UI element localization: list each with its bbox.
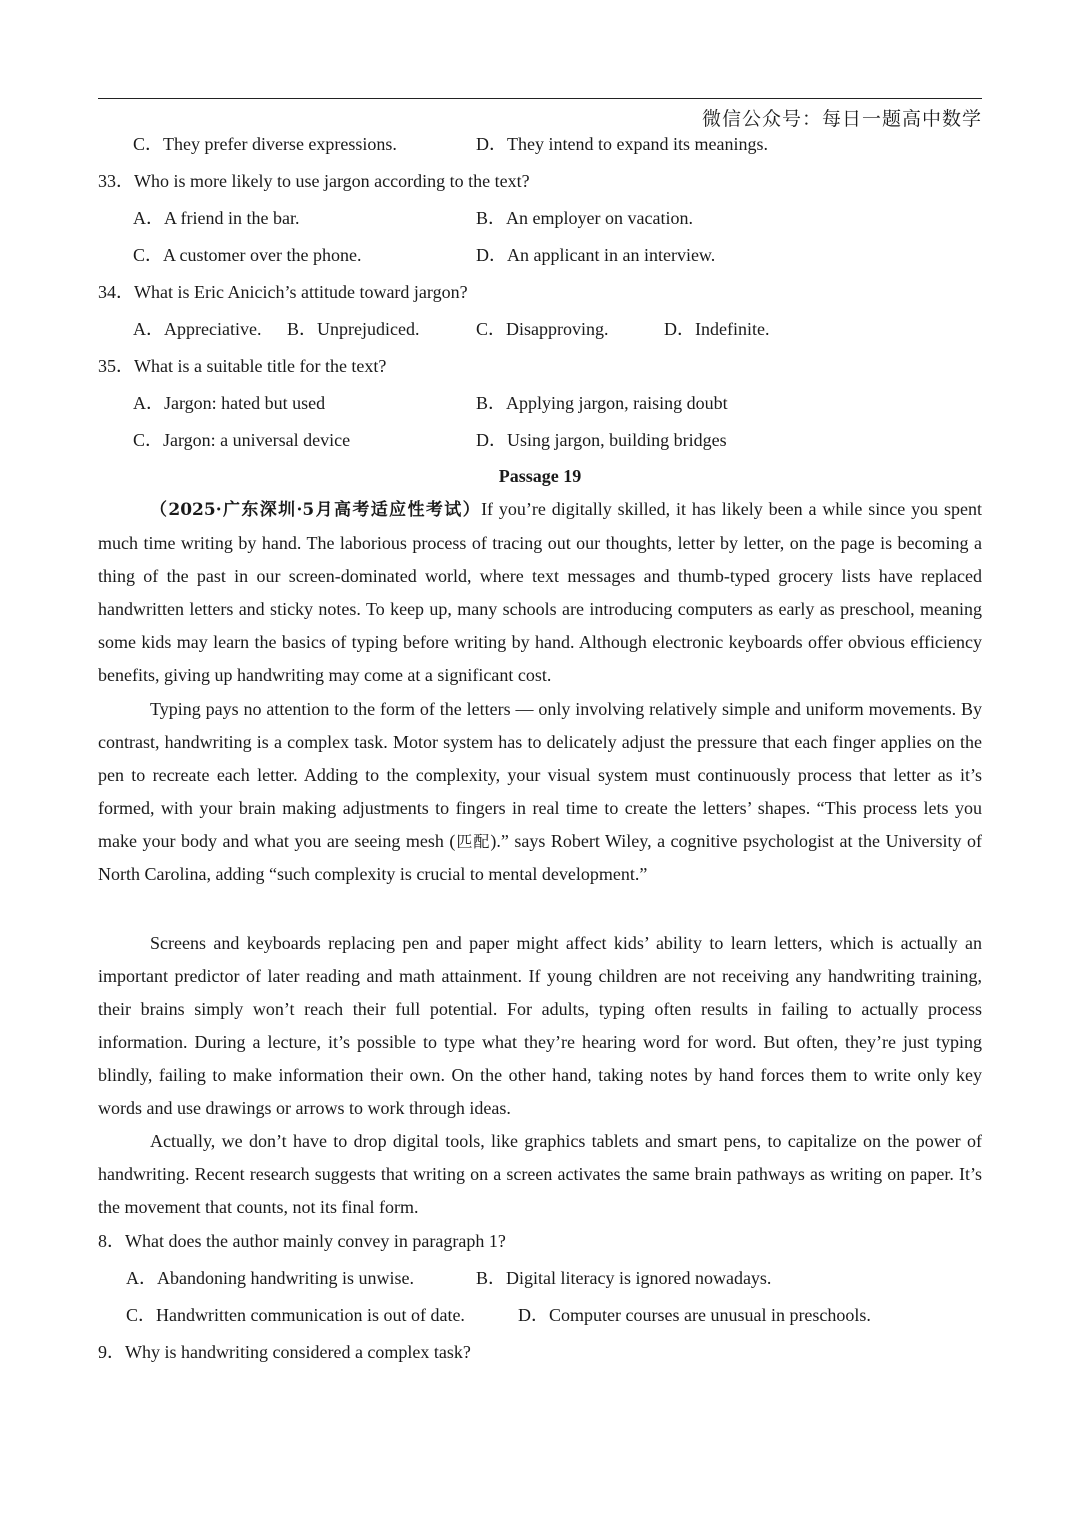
- header-brand: 微信公众号：每日一题高中数学: [701, 108, 982, 130]
- q8-stem: 8．What does the author mainly convey in paragraph 1?: [98, 1231, 506, 1251]
- q34-option-a: A．Appreciative.: [133, 319, 262, 339]
- passage-source: （2025·广东深圳·5月高考适应性考试）: [150, 500, 482, 520]
- q35-option-a: A．Jargon: hated but used: [133, 393, 326, 413]
- q33-option-a: A．A friend in the bar.: [133, 208, 300, 228]
- q8-option-d: D．Computer courses are unusual in preschools.: [518, 1305, 871, 1325]
- q34-stem: 34．What is Eric Anicich’s attitude toward jargon?: [98, 282, 468, 302]
- q34-option-b: B．Unprejudiced.: [287, 319, 420, 339]
- q35-option-d: D．Using jargon, building bridges: [476, 430, 727, 450]
- passage-paragraph-3: Screens and keyboards replacing pen and paper might affect kids’ ability to learn letters, which is actually an important predictor of later reading and math attainment. If young children are not receiving any handwriting training, their brains simply won’t reach their full potential. For adults, typing often results in failing to actually process information. During a lecture, it’s possible to type what they’re hearing word for word. But often, they’re just typing blindly, failing to make information their own. On the other hand, taking notes by hand forces them to write only key words and use drawings or arrows to work through ideas.: [98, 933, 982, 1118]
- header-rule: [98, 98, 982, 99]
- q35-stem: 35．What is a suitable title for the text?: [98, 356, 387, 376]
- q34-option-d: D．Indefinite.: [664, 319, 770, 339]
- paragraph-2-text-b: ).” says Robert Wiley, a cognitive psychologist at the University of North Carolina, adding “such complexity is crucial to mental development.”: [98, 831, 982, 884]
- passage-paragraph-4: Actually, we don’t have to drop digital tools, like graphics tablets and smart pens, to capitalize on the power of handwriting. Recent research suggests that writing on a screen activates the same brain pathways as writing on paper. It’s the movement that counts, not its final form.: [98, 1131, 982, 1217]
- q33-stem: 33．Who is more likely to use jargon according to the text?: [98, 171, 530, 191]
- passage-paragraph-1: [98, 493, 982, 692]
- paragraph-2-cjk-gloss: 匹配: [455, 832, 491, 851]
- q33-option-b: B．An employer on vacation.: [476, 208, 693, 228]
- q35-option-c: C．Jargon: a universal device: [133, 430, 351, 450]
- q9-stem: 9．Why is handwriting considered a complex task?: [98, 1342, 471, 1362]
- q8-option-a: A．Abandoning handwriting is unwise.: [126, 1268, 414, 1288]
- q32-option-d: D．They intend to expand its meanings.: [476, 134, 768, 154]
- q33-option-d: D．An applicant in an interview.: [476, 245, 716, 265]
- paragraph-1-text: If you’re digitally skilled, it has likely been a while since you spent much time writing by hand. The laborious process of tracing out our thoughts, letter by letter, on the page is becoming a thing of the past in our screen-dominated world, where text messages and thumb-typed grocery lists have replaced handwritten letters and sticky notes. To keep up, many schools are introducing computers as early as preschool, meaning some kids may learn the basics of typing before writing by hand. Although electronic keyboards offer obvious efficiency benefits, giving up handwriting may come at a significant cost.: [98, 499, 982, 685]
- passage-paragraph-2: [98, 693, 982, 891]
- q32-option-c: C．They prefer diverse expressions.: [133, 134, 397, 154]
- q35-option-b: B．Applying jargon, raising doubt: [476, 393, 728, 413]
- q34-option-c: C．Disapproving.: [476, 319, 609, 339]
- passage-title: Passage 19: [498, 466, 582, 486]
- paragraph-2-text-a: Typing pays no attention to the form of the letters — only involving relatively simple and uniform movements. By contrast, handwriting is a complex task. Motor system has to delicately adjust the pressure that each finger applies on the pen to recreate each letter. Adding to the complexity, your visual system must continuously process that letter as it’s formed, with your brain making adjustments to fingers in real time to create the letters’ shapes. “This process lets you make your body and what you are seeing mesh (: [98, 699, 982, 851]
- q8-option-c: C．Handwritten communication is out of date.: [126, 1305, 465, 1325]
- q33-option-c: C．A customer over the phone.: [133, 245, 362, 265]
- q8-option-b: B．Digital literacy is ignored nowadays.: [476, 1268, 772, 1288]
